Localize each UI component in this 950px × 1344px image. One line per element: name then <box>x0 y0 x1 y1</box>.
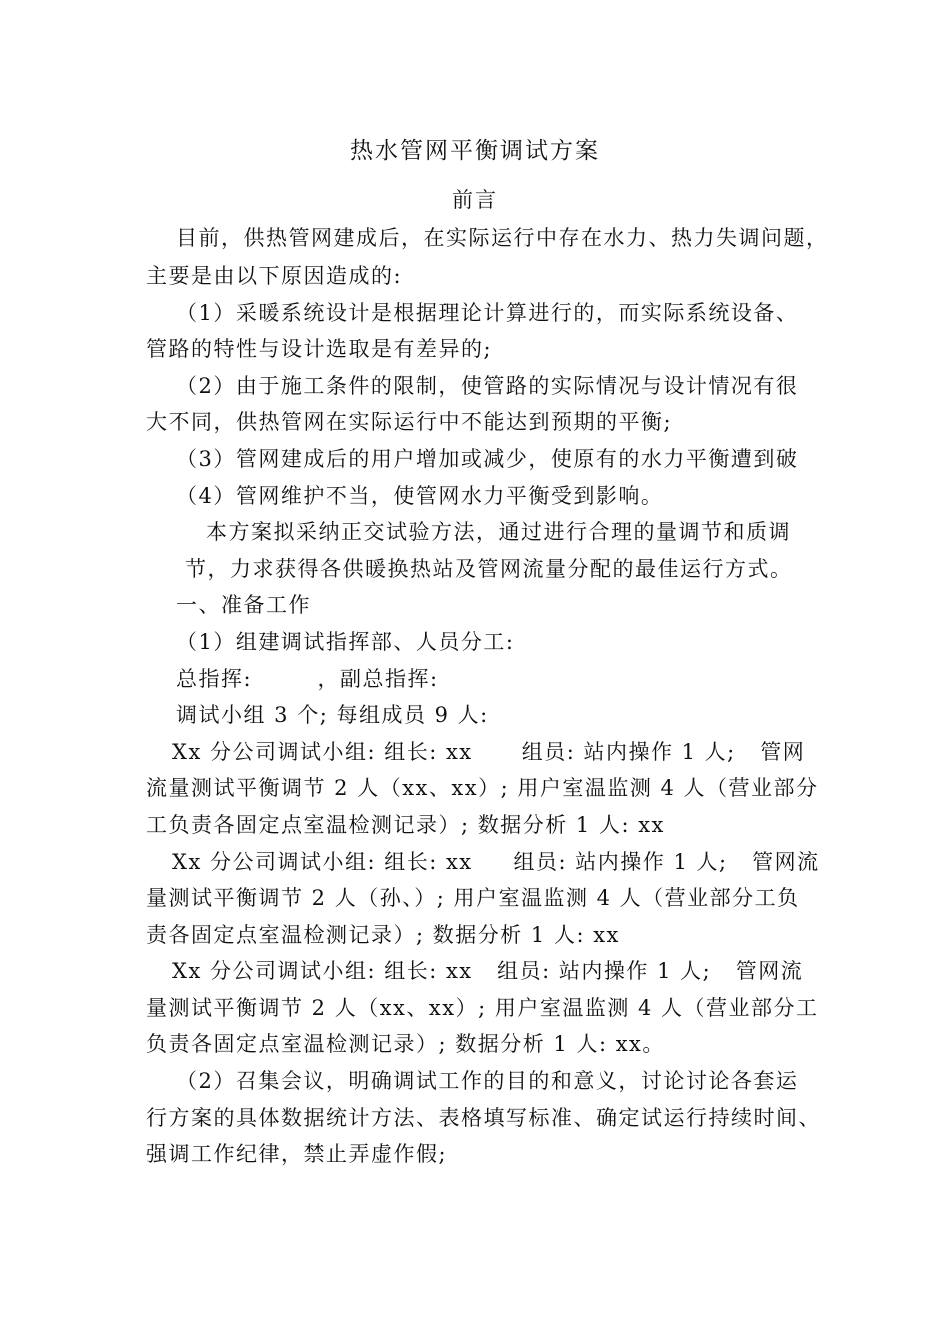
paragraph-line: 行方案的具体数据统计方法、表格填写标准、确定试运行持续时间、 <box>146 1106 821 1130</box>
document-subtitle: 前言 <box>452 188 498 212</box>
paragraph-line: 总指挥: ，副总指挥: <box>176 667 439 691</box>
paragraph-line: （1）组建调试指挥部、人员分工: <box>176 630 515 654</box>
paragraph-line: （3）管网建成后的用户增加或减少，使原有的水力平衡遭到破 <box>176 447 799 471</box>
paragraph-line: （4）管网维护不当，使管网水力平衡受到影响。 <box>176 484 664 508</box>
paragraph-line: 流量测试平衡调节 2 人（xx、xx）; 用户室温监测 4 人（营业部分 <box>146 776 819 800</box>
paragraph-line: （2）召集会议，明确调试工作的目的和意义，讨论讨论各套运 <box>176 1069 799 1093</box>
paragraph-line: 工负责各固定点室温检测记录）; 数据分析 1 人: xx <box>146 813 665 837</box>
paragraph-line: Xx 分公司调试小组: 组长: xx 组员: 站内操作 1 人; 管网流 <box>172 850 820 874</box>
paragraph-line: 主要是由以下原因造成的: <box>146 264 403 288</box>
paragraph-line: 调试小组 3 个; 每组成员 9 人: <box>176 703 489 727</box>
paragraph-line: 负责各固定点室温检测记录）; 数据分析 1 人: xx。 <box>146 1032 665 1056</box>
section-heading: 一、准备工作 <box>176 593 311 617</box>
paragraph-line: 量测试平衡调节 2 人（孙、）; 用户室温监测 4 人（营业部分工负 <box>146 886 800 910</box>
paragraph-line: 目前，供热管网建成后，在实际运行中存在水力、热力失调问题， <box>176 226 829 250</box>
paragraph-line: （1）采暖系统设计是根据理论计算进行的，而实际系统设备、 <box>176 301 799 325</box>
paragraph-line: 责各固定点室温检测记录）; 数据分析 1 人: xx <box>146 923 620 947</box>
paragraph-line: （2）由于施工条件的限制，使管路的实际情况与设计情况有很 <box>176 374 799 398</box>
paragraph-line: 大不同，供热管网在实际运行中不能达到预期的平衡; <box>146 410 673 434</box>
paragraph-line: 量测试平衡调节 2 人（xx、xx）; 用户室温监测 4 人（营业部分工 <box>146 996 819 1020</box>
document-title: 热水管网平衡调试方案 <box>350 138 600 164</box>
paragraph-line: 节，力求获得各供暖换热站及管网流量分配的最佳运行方式。 <box>185 557 793 581</box>
paragraph-line: 本方案拟采纳正交试验方法，通过进行合理的量调节和质调 <box>206 520 791 544</box>
paragraph-line: Xx 分公司调试小组: 组长: xx 组员: 站内操作 1 人; 管网流 <box>172 959 804 983</box>
paragraph-line: 强调工作纪律，禁止弄虚作假; <box>146 1142 448 1166</box>
paragraph-line: Xx 分公司调试小组: 组长: xx 组员: 站内操作 1 人; 管网 <box>172 740 806 764</box>
paragraph-line: 管路的特性与设计选取是有差异的; <box>146 337 493 361</box>
